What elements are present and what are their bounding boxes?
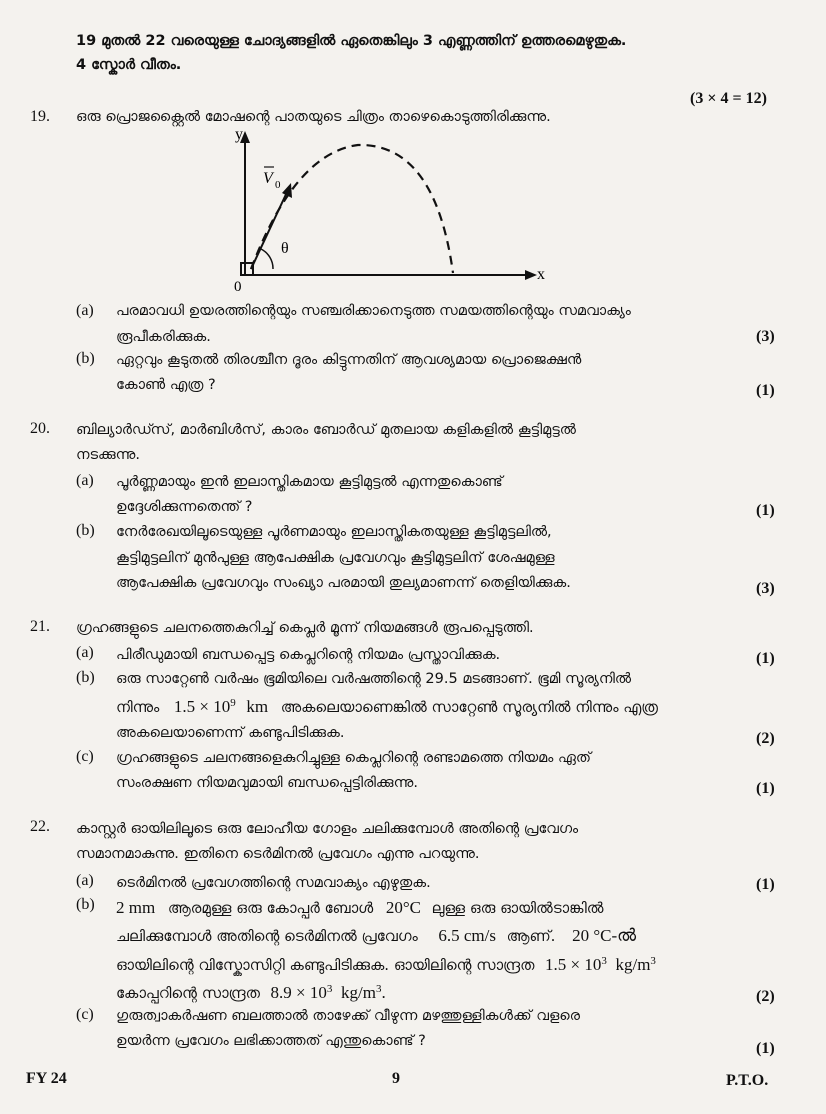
q22b-line-1 [116,898,603,918]
q22b-line-4-text: കോപ്പറിന്റെ സാന്ദ്രത [116,984,260,1002]
q19a-mark: (3) [756,328,775,345]
q20-line-1: ബില്യാർഡ്സ്, മാർബിൾസ്, കാരം ബോർഡ് മുതലായ കളികളിൽ കൂട്ടിമുട്ടൽ [76,422,576,438]
q22b-copper-density: 8.9 × 10 [270,983,327,1002]
q19a-line-1: പരമാവധി ഉയരത്തിന്റെയും സഞ്ചരിക്കാനെടുത്ത സമയത്തിന്റെയും സമവാക്യം [116,303,631,319]
q22b-oil-density-unit-exp: 3 [650,955,656,968]
q19-text: ഒരു പ്രൊജക്റ്റൈൽ മോഷന്റെ പാതയുടെ ചിത്രം താഴെകൊടുത്തിരിക്കുന്നു. [76,109,551,125]
q22b-temperature: 20°C [385,898,421,917]
q22b-label: (b) [76,896,95,913]
q22b-oil-temperature: 20 °C-ൽ [572,926,637,945]
question-number-21: 21. [30,618,50,635]
q21c-mark: (1) [756,780,775,797]
section-marks: (3 × 4 = 12) [690,90,767,107]
q21a-label: (a) [76,644,94,661]
question-number-20: 20. [30,420,50,437]
q21b-mark: (2) [756,730,775,747]
q19a-line-2: രൂപീകരിക്കുക. [116,329,211,345]
velocity-subscript: 0 [275,179,281,191]
angle-arc [261,249,273,269]
q21b-line-2 [116,697,658,717]
q21c-label: (c) [76,748,94,765]
q22b-line-2 [116,926,636,946]
q21b-line-3: അകലെയാണെന്ന് കണ്ടുപിടിക്കുക. [116,725,345,741]
q21b-distance-exp: 9 [230,697,236,710]
q21a-text: പിരീഡുമായി ബന്ധപ്പെട്ട കെപ്ലറിന്റെ നിയമം പ്രസ്താവിക്കുക. [116,647,501,663]
q22b-line-4-end: . [381,983,386,1002]
q22-line-1: കാസ്റ്റർ ഓയിലിലൂടെ ഒരു ലോഹീയ ഗോളം ചലിക്കുമ്പോൾ അതിന്റെ പ്രവേഗം [76,821,579,837]
q21c-line-1: ഗ്രഹങ്ങളുടെ ചലനങ്ങളെകുറിച്ചുള്ള കെപ്ലറിന്റെ രണ്ടാമത്തെ നിയമം ഏത് [116,750,591,766]
q22b-terminal-velocity: 6.5 cm/s [438,926,496,945]
instruction-line-1: 19 മുതൽ 22 വരെയുള്ള ചോദ്യങ്ങളിൽ ഏതെങ്കിലും 3 എണ്ണത്തിന് ഉത്തരമെഴുതുക. [76,33,627,49]
q22b-copper-density-unit-exp: 3 [375,983,382,996]
q20b-label: (b) [76,522,95,539]
page-turn-over: P.T.O. [726,1072,769,1089]
q21b-line-1: ഒരു സാറ്റേൺ വർഷം ഭൂമിയിലെ വർഷത്തിന്റെ 29.5 മടങ്ങാണ്. ഭൂമി സൂര്യനിൽ [116,671,632,687]
q19b-line-2: കോൺ എത്ര ? [116,377,216,393]
q22b-line-1-text: ആരമുള്ള ഒരു കോപ്പർ ബോൾ [167,899,374,917]
q22c-label: (c) [76,1006,94,1023]
page-number: 9 [392,1070,400,1087]
q22b-oil-density: 1.5 × 10 [545,955,602,974]
q22b-line-2-text: ചലിക്കുമ്പോൾ അതിന്റെ ടെർമിനൽ പ്രവേഗം [116,927,418,945]
q22a-text: ടെർമിനൽ പ്രവേഗത്തിന്റെ സമവാക്യം എഴുതുക. [116,875,431,891]
q20a-mark: (1) [756,502,775,519]
q20-line-2: നടക്കുന്നു. [76,447,141,463]
q22b-line-2-verb: ആണ്. [506,927,556,945]
q21b-distance-value: 1.5 × 10 [173,697,231,716]
q22b-oil-density-unit: kg/m [615,955,651,974]
x-axis-label: x [537,266,545,283]
q20b-line-1: നേർരേഖയിലൂടെയുള്ള പൂർണമായും ഇലാസ്തികതയുള്ള കൂട്ടിമുട്ടലിൽ, [116,524,552,540]
q19b-label: (b) [76,350,95,367]
projectile-figure [195,125,565,295]
q20b-line-3: ആപേക്ഷിക പ്രവേഗവും സംഖ്യാ പരമായി തുല്യമാണന്ന് തെളിയിക്കുക. [116,575,571,591]
velocity-label: V [263,170,273,187]
q21c-line-2: സംരക്ഷണ നിയമവുമായി ബന്ധപ്പെട്ടിരിക്കുന്നു. [116,775,418,791]
paper-code: FY 24 [26,1070,67,1087]
q22a-label: (a) [76,872,94,889]
question-number-19: 19. [30,108,50,125]
q22a-mark: (1) [756,876,775,893]
q21-text: ഗ്രഹങ്ങളുടെ ചലനത്തെകുറിച്ച് കെപ്ലർ മൂന്ന് നിയമങ്ങൾ രൂപപ്പെടുത്തി. [76,620,534,636]
q20b-mark: (3) [756,580,775,597]
q21b-distance-unit: km [246,697,269,716]
q22b-oil-density-exp: 3 [601,955,607,968]
q21b-line-2-pre: നിന്നും [116,698,160,716]
q21b-line-2-post: അകലെയാണെങ്കിൽ സാറ്റേൺ സൂര്യനിൽ നിന്നും എത്ര [280,698,658,716]
q22c-line-1: ഗുരുത്വാകർഷണ ബലത്താൽ താഴേക്ക് വീഴുന്ന മഴത്തുള്ളികൾക്ക് വളരെ [116,1008,581,1024]
q22b-mark: (2) [756,988,775,1005]
angle-label: θ [281,240,289,257]
q22b-copper-density-unit: kg/m [340,983,376,1002]
q22-line-2: സമാനമാകുന്നു. ഇതിനെ ടെർമിനൽ പ്രവേഗം എന്നു പറയുന്നു. [76,846,480,862]
q22b-line-3-text: ഓയിലിന്റെ വിസ്കോസിറ്റി കണ്ടുപിടിക്കുക. ഓയിലിന്റെ സാന്ദ്രത [116,956,535,974]
q19a-label: (a) [76,302,94,319]
q22b-line-1-end: ലുള്ള ഒരു ഓയിൽടാങ്കിൽ [431,899,604,917]
q22b-line-4 [116,983,386,1003]
q20b-line-2: കൂട്ടിമുട്ടലിന് മുൻപുള്ള ആപേക്ഷിക പ്രവേഗവും കൂട്ടിമുട്ടലിന് ശേഷമുള്ള [116,550,555,566]
question-number-22: 22. [30,818,50,835]
q19b-line-1: ഏറ്റവും കൂടുതൽ തിരശ്ചീന ദൂരം കിട്ടുന്നതിന് ആവശ്യമായ പ്രൊജെക്ഷൻ [116,352,582,368]
q22b-line-3 [116,955,656,975]
q20a-line-2: ഉദ്ദേശിക്കുന്നതെന്ത് ? [116,499,253,515]
q21b-label: (b) [76,669,95,686]
origin-label: 0 [234,279,242,295]
q20a-line-1: പൂർണ്ണമായും ഇൻ ഇലാസ്തികമായ കൂട്ടിമുട്ടൽ എന്നതുകൊണ്ട് [116,474,503,490]
q22c-line-2: ഉയർന്ന പ്രവേഗം ലഭിക്കാത്തത് എന്തുകൊണ്ട് ? [116,1033,426,1049]
q22b-copper-density-exp: 3 [326,983,333,996]
instruction-line-2: 4 സ്കോർ വീതം. [76,57,182,73]
q20a-label: (a) [76,472,94,489]
y-axis-label: y [235,126,243,143]
q22c-mark: (1) [756,1040,775,1057]
q21a-mark: (1) [756,650,775,667]
x-axis-arrow [525,270,537,280]
q19b-mark: (1) [756,382,775,399]
q22b-radius: 2 mm [116,898,156,917]
